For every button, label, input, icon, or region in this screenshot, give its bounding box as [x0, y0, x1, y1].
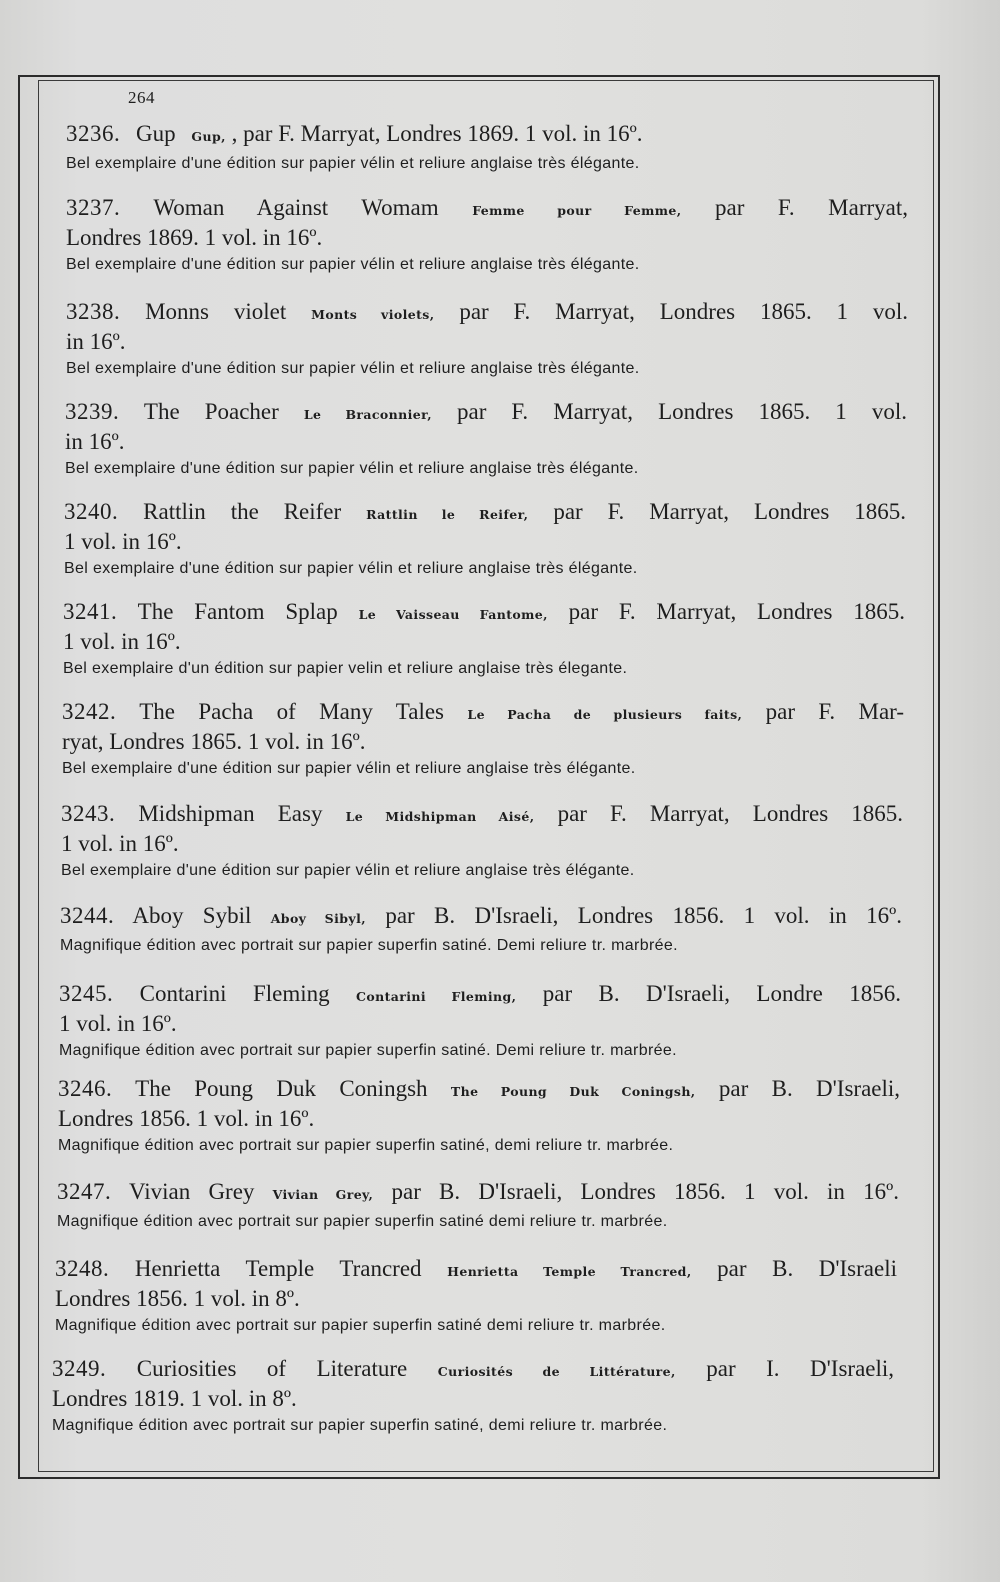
entry-publication-continued: in 16º. — [66, 329, 126, 354]
entry-publication-continued: 1 vol. in 16º. — [64, 529, 182, 554]
entry-publication-continued: ryat, Londres 1865. 1 vol. in 16º. — [62, 729, 366, 754]
entry-heading — [66, 120, 908, 150]
entry-heading — [57, 1178, 899, 1208]
entry-heading — [59, 980, 901, 1010]
entry-number: 3239. — [65, 399, 120, 424]
entry-french-title: Henrietta Temple Trancred, — [447, 1264, 692, 1279]
entry-number: 3248. — [55, 1256, 110, 1281]
entry-heading — [58, 1075, 900, 1105]
entry-title: Gup — [136, 121, 176, 146]
entry-french-title: Femme pour Femme, — [472, 203, 682, 218]
entry-title: The Poacher — [143, 399, 279, 424]
entry-description: Bel exemplaire d'une édition sur papier vélin et reliure anglaise très élégante. — [66, 360, 640, 377]
entry-title: Contarini Fleming — [139, 981, 330, 1006]
entry-french-title: The Poung Duk Coningsh, — [450, 1084, 696, 1099]
entry-title: Vivian Grey — [129, 1179, 255, 1204]
entry-publication-continued: Londres 1869. 1 vol. in 16º. — [66, 225, 323, 250]
catalogue-entry — [55, 1255, 897, 1337]
entry-number: 3238. — [66, 299, 121, 324]
entry-number: 3237. — [66, 195, 121, 220]
entry-publication-continued: Londres 1856. 1 vol. in 16º. — [58, 1106, 315, 1131]
catalogue-entry — [63, 598, 905, 680]
entry-description: Magnifique édition avec portrait sur papier superfin satiné demi reliure tr. marbrée. — [55, 1317, 666, 1334]
entry-title: Monns violet — [145, 299, 287, 324]
entry-publication-continued: Londres 1819. 1 vol. in 8º. — [52, 1386, 297, 1411]
entry-heading — [60, 902, 902, 932]
entry-number: 3240. — [64, 499, 119, 524]
entry-description: Bel exemplaire d'un édition sur papier velin et reliure anglaise très élegante. — [63, 660, 628, 677]
entry-description: Bel exemplaire d'une édition sur papier vélin et reliure anglaise très élégante. — [61, 862, 635, 879]
catalogue-entry — [66, 194, 908, 276]
entry-publication: par F. Marryat, — [715, 195, 909, 220]
entry-french-title: Le Pacha de plusieurs faits, — [467, 707, 743, 722]
entry-title: The Pacha of Many Tales — [139, 699, 444, 724]
catalogue-entry — [60, 902, 902, 957]
entry-french-title: Aboy Sibyl, — [270, 911, 366, 926]
catalogue-entry — [57, 1178, 899, 1233]
entry-number: 3244. — [60, 903, 115, 928]
entry-number: 3243. — [61, 801, 116, 826]
catalogue-entry — [66, 120, 908, 175]
entry-french-title: Monts violets, — [311, 307, 435, 322]
entry-title: Rattlin the Reifer — [143, 499, 342, 524]
entry-publication: par B. D'Israeli, — [718, 1076, 901, 1101]
entry-title: Aboy Sybil — [132, 903, 252, 928]
entry-heading — [64, 498, 906, 528]
entry-publication: par B. D'Israeli, Londre 1856. — [542, 981, 901, 1006]
entry-title: Midshipman Easy — [138, 801, 323, 826]
entry-french-title: Rattlin le Reifer, — [366, 507, 529, 522]
entry-french-title: Contarini Fleming, — [356, 989, 517, 1004]
entry-publication-continued: 1 vol. in 16º. — [59, 1011, 177, 1036]
entry-publication: par B. D'Israeli, Londres 1856. 1 vol. in 16º. — [391, 1179, 899, 1204]
entry-french-title: Le Braconnier, — [303, 407, 432, 422]
entry-french-title: Curiosités de Littérature, — [437, 1364, 676, 1379]
entry-number: 3245. — [59, 981, 114, 1006]
entry-title: Henrietta Temple Trancred — [134, 1256, 422, 1281]
entry-heading — [65, 398, 907, 428]
catalogue-entry — [64, 498, 906, 580]
entry-description: Magnifique édition avec portrait sur papier superfin satiné. Demi reliure tr. marbrée. — [60, 937, 678, 954]
catalogue-entry — [62, 698, 904, 780]
entry-heading — [63, 598, 905, 628]
entry-publication: par F. Marryat, Londres 1865. — [568, 599, 905, 624]
catalogue-entry — [65, 398, 907, 480]
entry-publication: par F. Marryat, Londres 1865. 1 vol. — [457, 399, 907, 424]
entry-publication-continued: Londres 1856. 1 vol. in 8º. — [55, 1286, 300, 1311]
entry-publication: par F. Marryat, Londres 1865. — [557, 801, 904, 826]
catalogue-entry — [61, 800, 903, 882]
entry-title: The Poung Duk Coningsh — [135, 1076, 428, 1101]
entry-description: Bel exemplaire d'une édition sur papier vélin et reliure anglaise très élégante. — [64, 560, 638, 577]
entry-heading — [66, 194, 908, 224]
entry-number: 3247. — [57, 1179, 112, 1204]
entry-publication: par B. D'Israeli — [717, 1256, 897, 1281]
entry-heading — [62, 698, 904, 728]
entry-heading — [61, 800, 903, 830]
entry-heading — [66, 298, 908, 328]
entry-description: Bel exemplaire d'une édition sur papier vélin et reliure anglaise très élégante. — [65, 460, 639, 477]
entry-title: Curiosities of Literature — [136, 1356, 408, 1381]
entry-publication: , par F. Marryat, Londres 1869. 1 vol. in 16º. — [231, 121, 643, 146]
entry-publication: par B. D'Israeli, Londres 1856. 1 vol. in 16º. — [385, 903, 903, 928]
entry-french-title: Le Midshipman Aisé, — [345, 809, 535, 824]
entry-heading — [55, 1255, 897, 1285]
entry-description: Bel exemplaire d'une édition sur papier vélin et reliure anglaise très élégante. — [66, 155, 640, 172]
catalogue-entry — [58, 1075, 900, 1157]
entry-description: Magnifique édition avec portrait sur papier superfin satiné. Demi reliure tr. marbrée. — [59, 1042, 677, 1059]
entry-number: 3241. — [63, 599, 118, 624]
entry-number: 3236. — [66, 121, 121, 146]
entry-publication-continued: 1 vol. in 16º. — [63, 629, 181, 654]
entry-description: Bel exemplaire d'une édition sur papier vélin et reliure anglaise très élégante. — [62, 760, 636, 777]
entry-number: 3242. — [62, 699, 117, 724]
entry-description: Bel exemplaire d'une édition sur papier vélin et reliure anglaise très élégante. — [66, 256, 640, 273]
entry-description: Magnifique édition avec portrait sur papier superfin satiné, demi reliure tr. marbrée. — [52, 1417, 668, 1434]
entry-publication-continued: 1 vol. in 16º. — [61, 831, 179, 856]
entry-title: Woman Against Womam — [153, 195, 439, 220]
entry-title: The Fantom Splap — [137, 599, 338, 624]
entry-french-title: Gup, — [191, 129, 226, 144]
entry-publication: par F. Marryat, Londres 1865. — [553, 499, 907, 524]
entry-publication-continued: in 16º. — [65, 429, 125, 454]
catalogue-entry — [59, 980, 901, 1062]
catalogue-entry — [66, 298, 908, 380]
entry-number: 3246. — [58, 1076, 113, 1101]
entry-french-title: Vivian Grey, — [272, 1187, 374, 1202]
catalogue-entry — [52, 1355, 894, 1437]
entry-french-title: Le Vaisseau Fantome, — [358, 607, 548, 622]
entry-heading — [52, 1355, 894, 1385]
entry-publication: par F. Mar- — [765, 699, 905, 724]
page-number: 264 — [128, 88, 155, 107]
entry-publication: par I. D'Israeli, — [706, 1356, 895, 1381]
entry-publication: par F. Marryat, Londres 1865. 1 vol. — [459, 299, 909, 324]
entry-description: Magnifique édition avec portrait sur papier superfin satiné demi reliure tr. marbrée. — [57, 1213, 668, 1230]
entry-number: 3249. — [52, 1356, 107, 1381]
entry-description: Magnifique édition avec portrait sur papier superfin satiné, demi reliure tr. marbrée. — [58, 1137, 674, 1154]
